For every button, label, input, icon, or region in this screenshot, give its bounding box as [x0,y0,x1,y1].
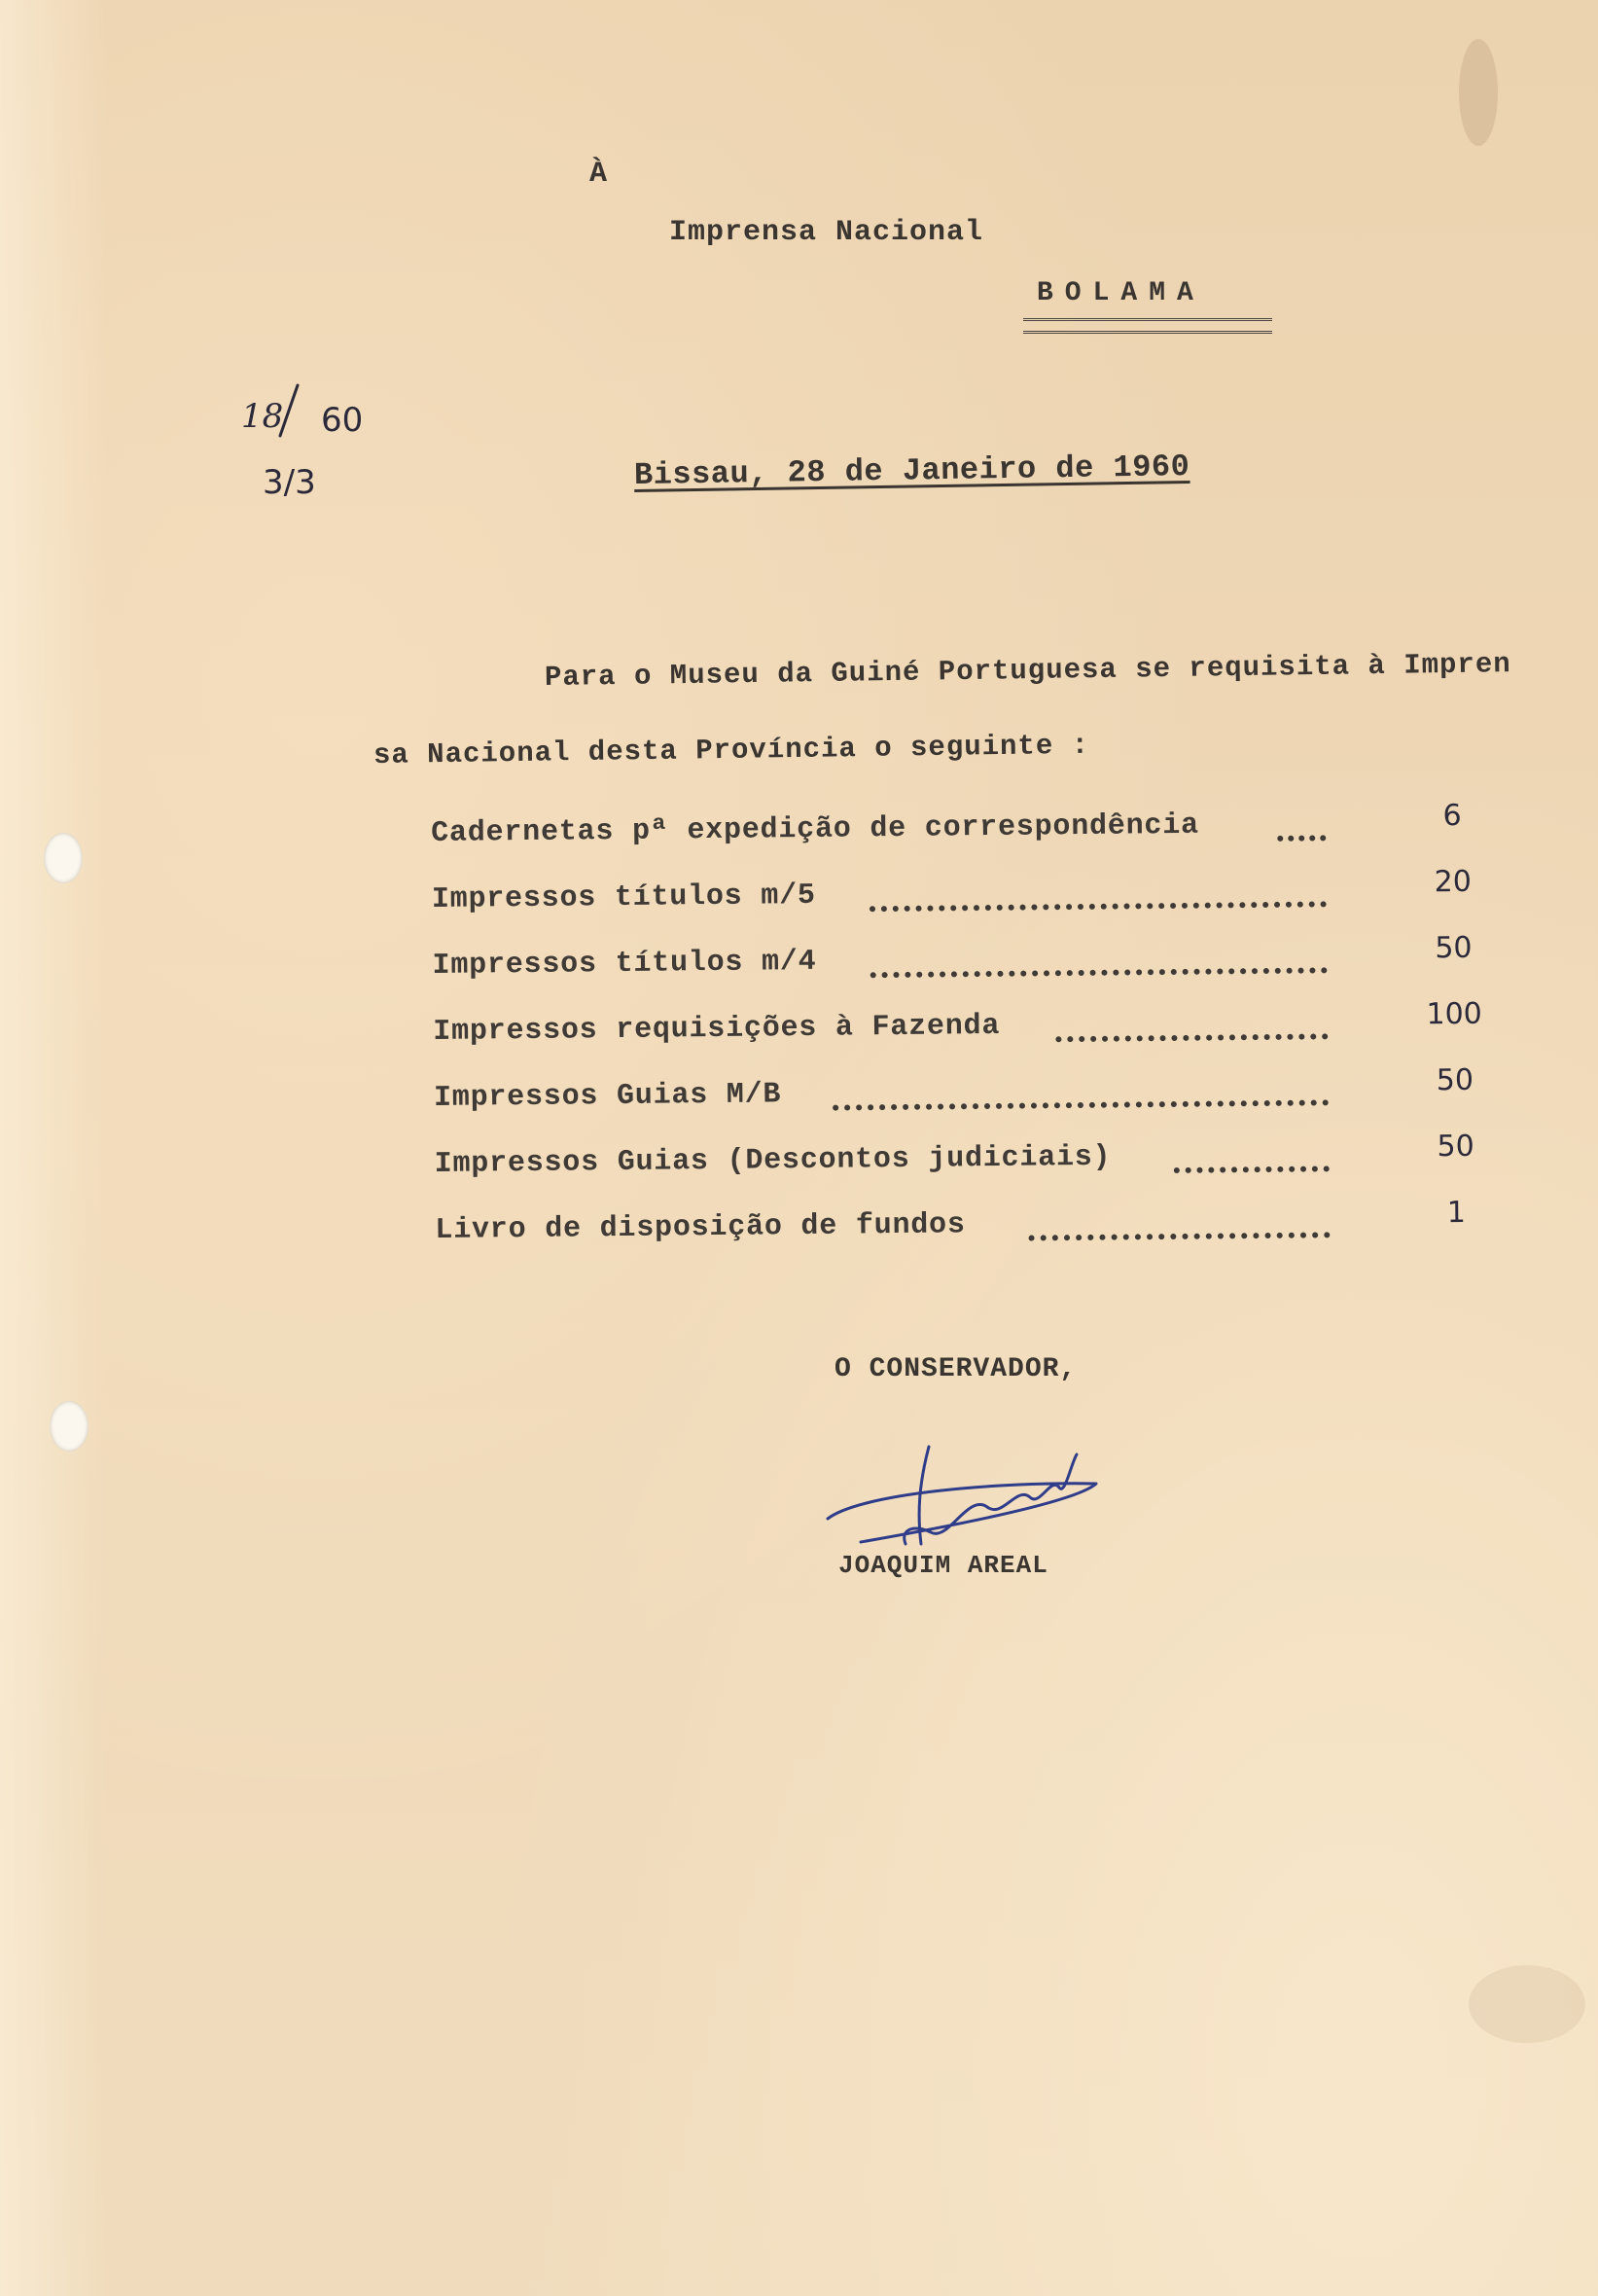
reference-number-a: 18 [241,397,284,436]
leader-dots [870,957,1328,978]
item-label: Impressos Guias (Descontos judiciais) [434,1140,1112,1181]
reference-sheet: 3/3 [263,463,316,502]
stain-top-right [1459,39,1498,146]
item-quantity: 50 [1437,1129,1474,1165]
reference-slash-icon [233,381,302,440]
leader-dots [1174,1156,1330,1173]
paper-edge-highlight [0,0,107,2296]
list-item [434,1129,1476,1206]
item-label: Impressos títulos m/4 [432,945,817,983]
item-quantity: 100 [1426,996,1482,1032]
item-quantity: 1 [1446,1195,1467,1231]
city-double-underline [1023,318,1272,334]
punch-hole-top [44,833,83,883]
intro-line-1: Para o Museu da Guiné Portuguesa se requisita à Impren [544,648,1511,694]
intro-line-2: sa Nacional desta Província o seguinte : [373,729,1090,771]
item-quantity: 50 [1436,1062,1474,1098]
list-item [431,864,1474,942]
item-label: Impressos Guias M/B [433,1078,782,1115]
item-label: Cadernetas pª expedição de correspondência [431,808,1200,850]
leader-dots [1277,825,1326,842]
recipient-city: BOLAMA [1037,278,1205,308]
item-quantity: 20 [1434,864,1473,900]
recipient-prefix: À [589,158,609,191]
item-quantity: 6 [1442,798,1462,834]
leader-dots [833,1090,1329,1110]
list-item [432,930,1474,1008]
reference-number-b: 60 [321,401,364,440]
item-label: Livro de disposição de fundos [435,1208,966,1247]
signatory-name: JOAQUIM AREAL [838,1551,1048,1580]
item-label: Impressos títulos m/5 [431,879,816,916]
list-item [433,996,1482,1074]
leader-dots [1055,1023,1328,1042]
stain-bottom-right [1469,1965,1585,2043]
list-item [435,1195,1476,1273]
closing-title: O CONSERVADOR, [835,1354,1078,1384]
item-label: Impressos requisições à Fazenda [433,1009,1001,1049]
leader-dots [870,891,1327,912]
list-item [431,798,1473,876]
list-item [433,1062,1475,1140]
date-line: Bissau, 28 de Janeiro de 1960 [633,448,1190,493]
recipient-name: Imprensa Nacional [669,216,984,249]
leader-dots [1028,1222,1330,1240]
punch-hole-bottom [50,1401,89,1452]
item-quantity: 50 [1435,930,1473,966]
